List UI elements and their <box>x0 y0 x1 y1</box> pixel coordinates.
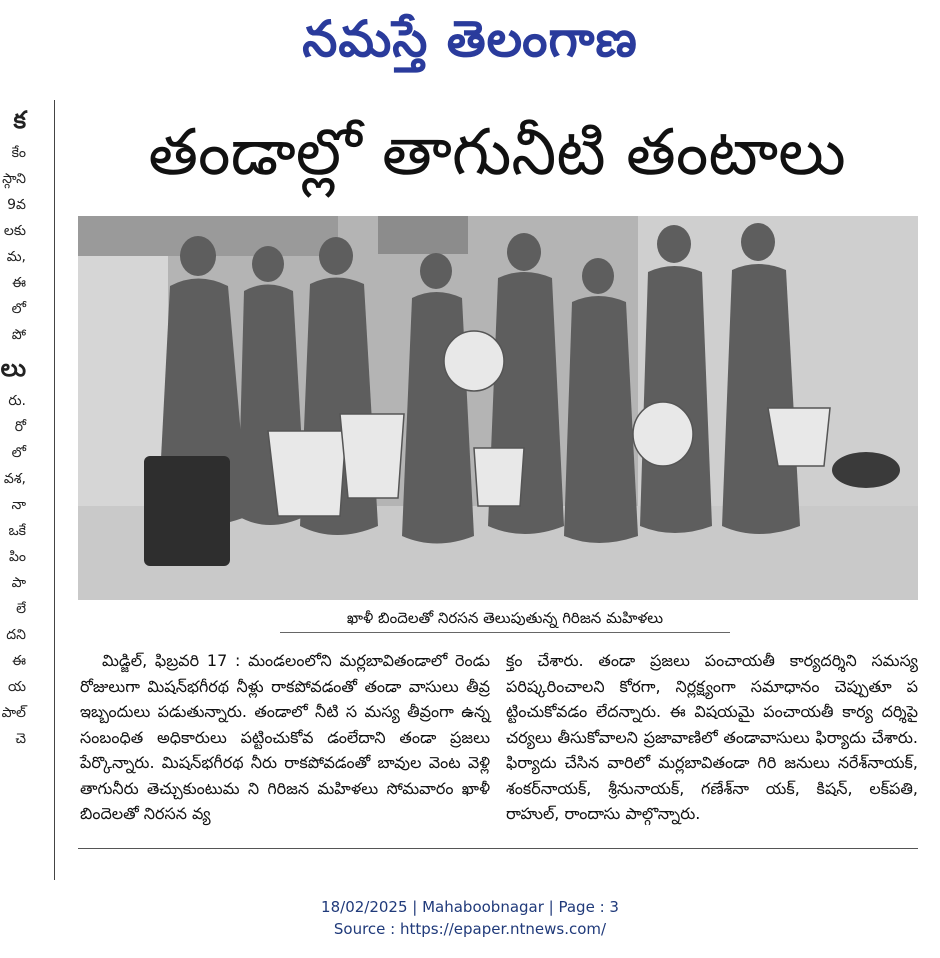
masthead-logo: నమస్తే తెలంగాణ <box>302 9 638 68</box>
strip-line: లో <box>11 445 26 461</box>
strip-line: పో <box>11 327 26 343</box>
strip-line: లు <box>0 354 26 382</box>
strip-line: ఈ <box>12 275 26 291</box>
next-article-fragment <box>78 852 918 878</box>
article-bottom-rule <box>78 848 918 849</box>
strip-line: దని <box>6 627 26 643</box>
news-photo <box>78 216 918 600</box>
photo-caption: ఖాళీ బిందెలతో నిరసన తెలుపుతున్న గిరిజన మహిళలు <box>280 604 730 633</box>
strip-line: మ, <box>6 249 26 265</box>
strip-line: స్గాని <box>2 171 26 187</box>
footer <box>0 896 940 940</box>
strip-line: పిం <box>8 549 26 565</box>
edition-info: 18/02/2025 | Mahaboobnagar | Page : 3 <box>321 898 619 916</box>
strip-line: లకు <box>3 223 26 239</box>
strip-line: య <box>7 679 26 695</box>
article-column-2: క్తం చేశారు. తండా ప్రజలు పంచాయతీ కార్యదర్శిని సమస్య పరిష్కరించాలని కోరగా, నిర్లక్ష్యంగా సమాధానం చెప్పుతూ ప ట్టించుకోవడం లేదన్నారు. ఈ విషయమై పంచాయతీ కార్య దర్శిపై చర్యలు తీసుకోవాలని ప్రజావాణిలో తండావాసులు ఫిర్యాదు చేశారు. ఫిర్యాదు చేసిన వారిలో మర్లబావితండా గిరి జనులు నరేశ్‌నాయక్, శంకర్‌నాయక్, శ్రీనునాయక్, గణేశ్‌నా యక్, కిషన్, లక్‌పతి, రాహుల్, రాందాసు పాల్గొన్నారు. <box>506 651 918 823</box>
strip-line: నా <box>11 497 26 513</box>
strip-line: ఈ <box>12 653 26 669</box>
article-headline: తండాల్లో తాగునీటి తంటాలు <box>148 116 846 190</box>
strip-line: చె <box>15 731 26 747</box>
strip-line: రు. <box>8 393 26 409</box>
adjacent-column-fragment <box>0 100 30 880</box>
source-link[interactable]: Source : https://epaper.ntnews.com/ <box>333 920 607 938</box>
strip-line: పా <box>11 575 26 591</box>
strip-line: కేం <box>11 145 26 161</box>
strip-line: లే <box>16 601 26 617</box>
column-divider <box>54 100 55 880</box>
news-photo-illustration <box>78 216 918 600</box>
strip-line: పాల్ <box>1 705 26 721</box>
strip-line: లో <box>11 301 26 317</box>
strip-line: రో <box>14 419 26 435</box>
strip-line: 9వ <box>7 197 26 213</box>
strip-line: ఒకే <box>8 523 26 539</box>
article-column-1: మిడ్జిల్, ఫిబ్రవరి 17 : మండలంలోని మర్లబావితండాలో రెండు రోజులుగా మిషన్‌భగీరథ నీళ్లు రాకపోవడంతో తండా వాసులు తీవ్ర ఇబ్బందులు పడుతున్నారు. తండాలో నీటి స మస్య తీవ్రంగా ఉన్న సంబంధిత అధికారులు పట్టించుకోవ డంలేదాని తండా ప్రజలు పేర్కొన్నారు. మిషన్‌భగీరథ నీరు రాకపోవడంతో బావుల వెంట వెళ్లి తాగునీరు తెచ్చుకుంటుమ ని గిరిజన మహిళలు సోమవారం ఖాళీ బిందెలతో నిరసన వ్య <box>80 651 490 823</box>
strip-line: క <box>13 106 26 134</box>
strip-line: వశ, <box>3 471 26 487</box>
